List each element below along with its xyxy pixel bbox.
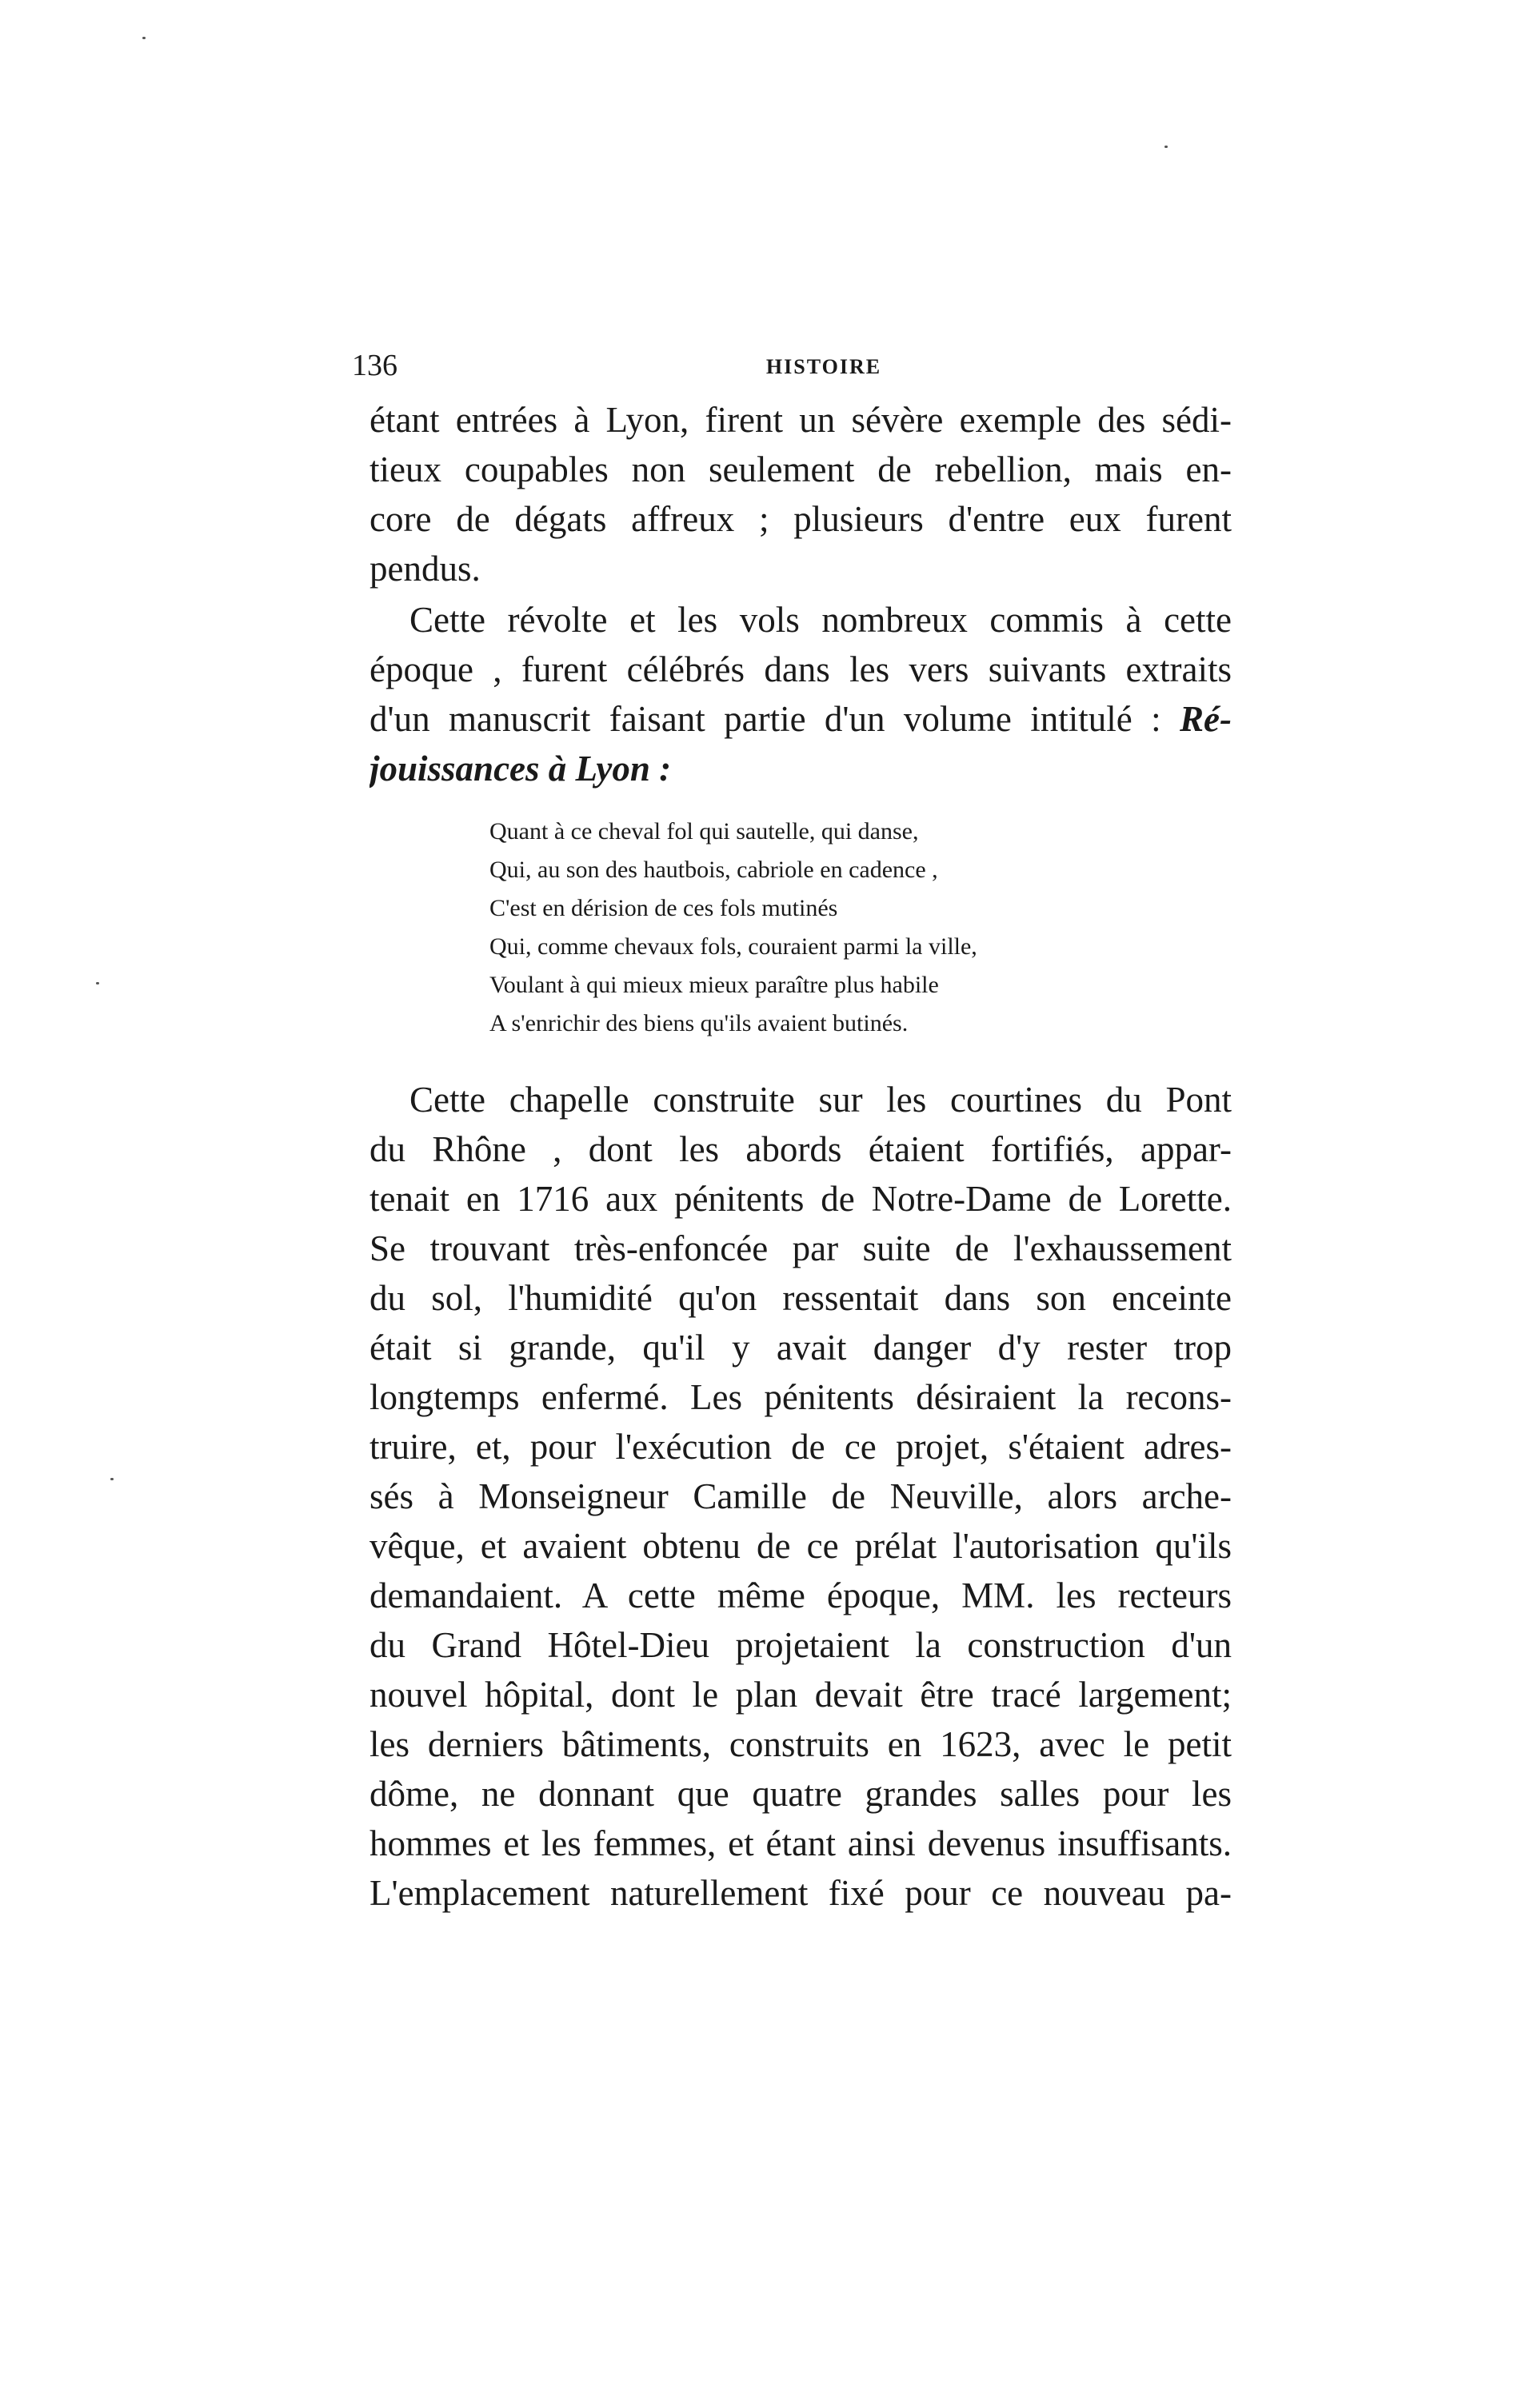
- poem-verse: C'est en dérision de ces fols mutinés: [489, 895, 838, 921]
- text-line: époque , furent célébrés dans les vers suivants extraits: [370, 649, 1232, 689]
- text-line: pendus.: [370, 549, 481, 589]
- paragraph-2: [370, 595, 1232, 793]
- scan-speck: [142, 37, 146, 39]
- paragraph-3: [370, 1075, 1232, 1918]
- text-line: L'emplacement naturellement fixé pour ce nouveau pa-: [370, 1873, 1232, 1913]
- poem-verse: Voulant à qui mieux mieux paraître plus habile: [489, 972, 939, 998]
- scan-speck: [1164, 146, 1168, 148]
- text-line: était si grande, qu'il y avait danger d'y rester trop: [370, 1328, 1232, 1368]
- paragraph-1: [370, 395, 1232, 593]
- text-line: hommes et les femmes, et étant ainsi devenus insuffisants.: [370, 1823, 1232, 1863]
- poem-verse: Quant à ce cheval fol qui sautelle, qui danse,: [489, 818, 919, 845]
- text-line: vêque, et avaient obtenu de ce prélat l'autorisation qu'ils: [370, 1526, 1232, 1566]
- text-line: tieux coupables non seulement de rebellion, mais en-: [370, 449, 1232, 489]
- text-line: longtemps enfermé. Les pénitents désiraient la recons-: [370, 1377, 1232, 1417]
- text-line: [370, 744, 1232, 793]
- text-line: core de dégats affreux ; plusieurs d'entre eux furent: [370, 499, 1232, 539]
- text-fragment: d'un manuscrit faisant partie d'un volume intitulé :: [370, 699, 1161, 739]
- poem-verse: Qui, au son des hautbois, cabriole en cadence ,: [489, 857, 938, 883]
- book-title-fragment: Ré-: [1180, 699, 1232, 739]
- page-header: [352, 345, 1296, 385]
- scan-speck: [96, 982, 99, 984]
- text-line: Se trouvant très-enfoncée par suite de l'exhaussement: [370, 1228, 1232, 1268]
- text-line: Cette chapelle construite sur les courtines du Pont: [409, 1080, 1232, 1120]
- book-title-fragment: jouissances à Lyon :: [370, 749, 672, 789]
- poem-verse: A s'enrichir des biens qu'ils avaient butinés.: [489, 1010, 909, 1036]
- text-line: truire, et, pour l'exécution de ce projet, s'étaient adres-: [370, 1427, 1232, 1467]
- text-line: demandaient. A cette même époque, MM. les recteurs: [370, 1575, 1232, 1615]
- text-line: du sol, l'humidité qu'on ressentait dans son enceinte: [370, 1278, 1232, 1318]
- text-line: les derniers bâtiments, construits en 1623, avec le petit: [370, 1724, 1232, 1764]
- scan-speck: [110, 1478, 114, 1480]
- text-line: dôme, ne donnant que quatre grandes salles pour les: [370, 1774, 1232, 1814]
- text-line: nouvel hôpital, dont le plan devait être tracé largement;: [370, 1675, 1232, 1715]
- text-line: [370, 694, 1232, 744]
- text-line: du Grand Hôtel-Dieu projetaient la construction d'un: [370, 1625, 1232, 1665]
- text-line: Cette révolte et les vols nombreux commis à cette: [409, 600, 1232, 640]
- page-number: 136: [352, 349, 397, 382]
- text-line: du Rhône , dont les abords étaient fortifiés, appar-: [370, 1129, 1232, 1169]
- poem-verse: Qui, comme chevaux fols, couraient parmi la ville,: [489, 933, 977, 960]
- text-line: sés à Monseigneur Camille de Neuville, alors arche-: [370, 1476, 1232, 1516]
- poem-quote: [489, 813, 1097, 1043]
- text-line: étant entrées à Lyon, firent un sévère exemple des sédi-: [370, 400, 1232, 440]
- running-head: HISTOIRE: [765, 355, 882, 378]
- text-line: tenait en 1716 aux pénitents de Notre-Dame de Lorette.: [370, 1179, 1232, 1219]
